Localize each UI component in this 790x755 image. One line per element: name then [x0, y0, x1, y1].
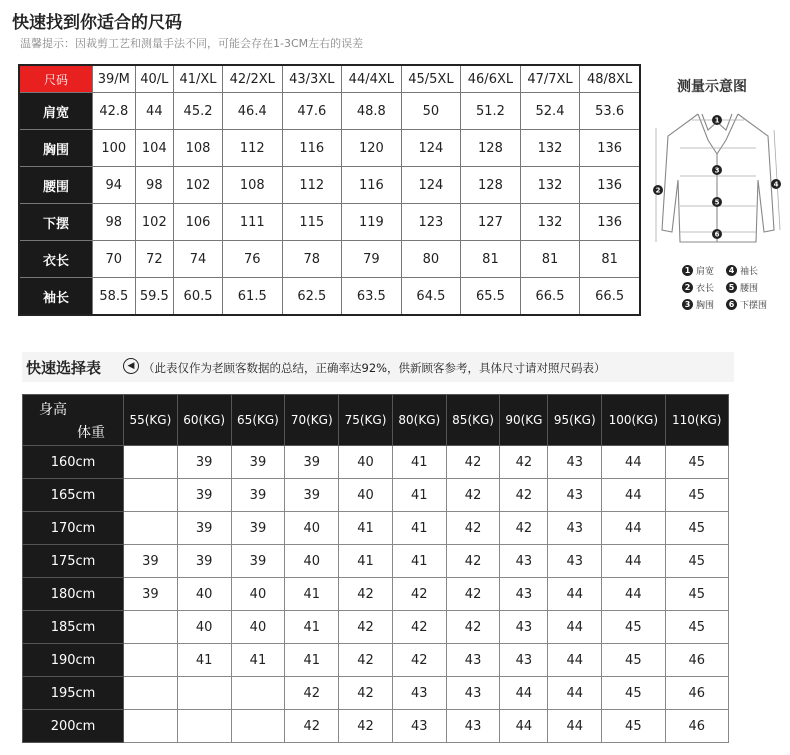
- size-suggestion-cell: 45: [665, 545, 729, 578]
- size-suggestion-cell: 46: [665, 644, 729, 677]
- legend-number-icon: 2: [682, 282, 693, 293]
- legend-number-icon: 1: [682, 265, 693, 276]
- size-cell: 94: [93, 167, 136, 204]
- size-suggestion-cell: 40: [177, 611, 231, 644]
- corner-weight-label: 体重: [77, 425, 105, 441]
- size-suggestion-cell: 43: [500, 578, 548, 611]
- size-cell: 78: [282, 241, 342, 278]
- size-cell: 74: [174, 241, 223, 278]
- size-suggestion-cell: [231, 677, 285, 710]
- legend-number-icon: 5: [726, 282, 737, 293]
- svg-text:5: 5: [714, 198, 720, 207]
- legend-item: [726, 281, 770, 294]
- size-suggestion-cell: 44: [500, 677, 548, 710]
- size-suggestion-cell: 39: [177, 446, 231, 479]
- size-suggestion-cell: 40: [231, 611, 285, 644]
- diagram-legend: [682, 262, 770, 313]
- size-suggestion-cell: 39: [231, 479, 285, 512]
- size-suggestion-cell: 41: [177, 644, 231, 677]
- quick-select-row: [23, 677, 729, 710]
- size-suggestion-cell: 39: [124, 545, 178, 578]
- size-row-label: 衣长: [19, 241, 93, 278]
- size-cell: 52.4: [520, 93, 580, 130]
- size-row: [19, 278, 640, 316]
- height-label: 170cm: [23, 512, 124, 545]
- size-suggestion-cell: 40: [339, 479, 393, 512]
- size-cell: 64.5: [401, 278, 461, 316]
- size-suggestion-cell: 45: [665, 578, 729, 611]
- size-suggestion-cell: 45: [665, 479, 729, 512]
- legend-number-icon: 3: [682, 299, 693, 310]
- size-suggestion-cell: 41: [285, 644, 339, 677]
- size-cell: 104: [135, 130, 173, 167]
- size-suggestion-cell: 42: [339, 677, 393, 710]
- size-suggestion-cell: 46: [665, 710, 729, 743]
- size-cell: 102: [174, 167, 223, 204]
- size-cell: 127: [461, 204, 521, 241]
- quick-select-row: [23, 446, 729, 479]
- size-suggestion-cell: 42: [500, 479, 548, 512]
- size-cell: 66.5: [580, 278, 640, 316]
- size-suggestion-cell: 42: [285, 677, 339, 710]
- size-suggestion-cell: [231, 710, 285, 743]
- size-suggestion-cell: 41: [231, 644, 285, 677]
- size-suggestion-cell: 44: [548, 677, 602, 710]
- size-suggestion-cell: 39: [124, 578, 178, 611]
- weight-header-cell: 75(KG): [339, 395, 393, 446]
- size-row-label: 腰围: [19, 167, 93, 204]
- size-suggestion-cell: 40: [177, 578, 231, 611]
- size-cell: 112: [282, 167, 342, 204]
- weight-header-cell: 70(KG): [285, 395, 339, 446]
- size-cell: 62.5: [282, 278, 342, 316]
- size-cell: 66.5: [520, 278, 580, 316]
- legend-label: 衣长: [696, 284, 715, 294]
- size-cell: 132: [520, 167, 580, 204]
- weight-header-cell: 100(KG): [602, 395, 665, 446]
- size-suggestion-cell: 46: [665, 677, 729, 710]
- size-cell: 50: [401, 93, 461, 130]
- size-suggestion-cell: 43: [500, 545, 548, 578]
- height-label: 195cm: [23, 677, 124, 710]
- size-header-cell: 42/2XL: [222, 65, 282, 93]
- size-cell: 80: [401, 241, 461, 278]
- size-cell: 46.4: [222, 93, 282, 130]
- size-suggestion-cell: 42: [446, 545, 500, 578]
- size-suggestion-cell: 45: [665, 611, 729, 644]
- size-header-cell: 43/3XL: [282, 65, 342, 93]
- size-cell: 108: [222, 167, 282, 204]
- size-suggestion-cell: 42: [339, 611, 393, 644]
- size-cell: 65.5: [461, 278, 521, 316]
- weight-header-cell: 110(KG): [665, 395, 729, 446]
- quick-select-row: [23, 479, 729, 512]
- size-suggestion-cell: 44: [548, 578, 602, 611]
- size-suggestion-cell: 43: [392, 677, 446, 710]
- size-suggestion-cell: 42: [446, 611, 500, 644]
- size-suggestion-cell: 44: [500, 710, 548, 743]
- size-cell: 48.8: [342, 93, 402, 130]
- size-suggestion-cell: 43: [446, 677, 500, 710]
- size-row-label: 下摆: [19, 204, 93, 241]
- quick-select-title: 快速选择表: [26, 359, 102, 377]
- size-suggestion-cell: 42: [500, 446, 548, 479]
- size-cell: 81: [580, 241, 640, 278]
- size-suggestion-cell: 42: [446, 578, 500, 611]
- back-arrow-icon[interactable]: ◀: [123, 358, 139, 374]
- svg-text:6: 6: [714, 230, 720, 239]
- size-suggestion-cell: 44: [602, 578, 665, 611]
- size-cell: 70: [93, 241, 136, 278]
- size-header-cell: 44/4XL: [342, 65, 402, 93]
- legend-label: 袖长: [740, 267, 759, 277]
- size-cell: 116: [282, 130, 342, 167]
- size-header-corner: 尺码: [19, 65, 93, 93]
- size-suggestion-cell: [124, 644, 178, 677]
- size-header-cell: 40/L: [135, 65, 173, 93]
- quick-select-note: （此表仅作为老顾客数据的总结，正确率达92%，供新顾客参考，具体尺寸请对照尺码表）: [143, 361, 606, 375]
- size-suggestion-cell: 42: [446, 512, 500, 545]
- svg-text:4: 4: [773, 180, 779, 189]
- weight-header-cell: 85(KG): [446, 395, 500, 446]
- size-row-label: 胸围: [19, 130, 93, 167]
- size-suggestion-cell: 41: [339, 512, 393, 545]
- legend-row: [682, 296, 770, 313]
- legend-item: [682, 264, 726, 277]
- size-suggestion-cell: [177, 677, 231, 710]
- size-cell: 136: [580, 130, 640, 167]
- size-header-cell: 45/5XL: [401, 65, 461, 93]
- size-row: [19, 130, 640, 167]
- size-cell: 111: [222, 204, 282, 241]
- size-row-label: 袖长: [19, 278, 93, 316]
- legend-label: 胸围: [696, 301, 715, 311]
- size-suggestion-cell: 39: [231, 512, 285, 545]
- quick-select-row: [23, 545, 729, 578]
- size-cell: 98: [135, 167, 173, 204]
- legend-item: [682, 298, 726, 311]
- size-suggestion-cell: 42: [285, 710, 339, 743]
- size-row: [19, 93, 640, 130]
- size-cell: 42.8: [93, 93, 136, 130]
- size-suggestion-cell: 42: [500, 512, 548, 545]
- size-cell: 102: [135, 204, 173, 241]
- legend-number-icon: 4: [726, 265, 737, 276]
- size-suggestion-cell: 41: [285, 578, 339, 611]
- size-suggestion-cell: 42: [392, 611, 446, 644]
- size-suggestion-cell: 43: [548, 446, 602, 479]
- size-cell: 128: [461, 167, 521, 204]
- size-cell: 115: [282, 204, 342, 241]
- size-suggestion-cell: 45: [602, 644, 665, 677]
- measurement-tip: 温馨提示：因裁剪工艺和测量手法不同，可能会存在1-3CM左右的误差: [20, 37, 364, 50]
- quick-select-corner: [23, 395, 124, 446]
- size-header-cell: 39/M: [93, 65, 136, 93]
- size-suggestion-cell: 45: [602, 677, 665, 710]
- size-suggestion-cell: [124, 446, 178, 479]
- size-suggestion-cell: 39: [231, 446, 285, 479]
- legend-item: [726, 264, 770, 277]
- size-cell: 120: [342, 130, 402, 167]
- height-label: 180cm: [23, 578, 124, 611]
- size-header-cell: 47/7XL: [520, 65, 580, 93]
- size-suggestion-cell: 44: [548, 611, 602, 644]
- size-suggestion-cell: 41: [392, 512, 446, 545]
- size-cell: 59.5: [135, 278, 173, 316]
- size-chart-table: [18, 64, 641, 316]
- legend-label: 下摆围: [740, 301, 768, 311]
- legend-row: [682, 279, 770, 296]
- legend-row: [682, 262, 770, 279]
- corner-height-label: 身高: [39, 402, 67, 418]
- size-suggestion-cell: 41: [392, 545, 446, 578]
- size-suggestion-cell: 43: [392, 710, 446, 743]
- size-suggestion-cell: 42: [392, 644, 446, 677]
- size-suggestion-cell: 39: [177, 545, 231, 578]
- svg-text:2: 2: [655, 186, 661, 195]
- size-suggestion-cell: [124, 512, 178, 545]
- size-suggestion-cell: [124, 677, 178, 710]
- svg-text:1: 1: [714, 116, 720, 125]
- size-suggestion-cell: 43: [446, 644, 500, 677]
- weight-header-cell: 95(KG): [548, 395, 602, 446]
- size-header-cell: 48/8XL: [580, 65, 640, 93]
- size-suggestion-cell: 42: [392, 578, 446, 611]
- size-row: [19, 167, 640, 204]
- size-cell: 132: [520, 130, 580, 167]
- legend-label: 肩宽: [696, 267, 715, 277]
- size-suggestion-cell: 40: [285, 545, 339, 578]
- size-suggestion-cell: 43: [548, 479, 602, 512]
- size-cell: 58.5: [93, 278, 136, 316]
- size-cell: 136: [580, 167, 640, 204]
- size-cell: 124: [401, 130, 461, 167]
- size-suggestion-cell: 40: [231, 578, 285, 611]
- weight-header-cell: 80(KG): [392, 395, 446, 446]
- legend-item: [726, 298, 770, 311]
- size-suggestion-cell: 39: [177, 512, 231, 545]
- size-cell: 108: [174, 130, 223, 167]
- quick-select-row: [23, 512, 729, 545]
- size-suggestion-cell: 44: [602, 512, 665, 545]
- size-cell: 124: [401, 167, 461, 204]
- size-cell: 79: [342, 241, 402, 278]
- size-cell: 60.5: [174, 278, 223, 316]
- legend-label: 腰围: [740, 284, 759, 294]
- legend-item: [682, 281, 726, 294]
- size-header-cell: 41/XL: [174, 65, 223, 93]
- size-suggestion-cell: 41: [339, 545, 393, 578]
- size-suggestion-cell: 44: [548, 710, 602, 743]
- size-cell: 51.2: [461, 93, 521, 130]
- size-suggestion-cell: [177, 710, 231, 743]
- legend-number-icon: 6: [726, 299, 737, 310]
- size-cell: 98: [93, 204, 136, 241]
- jacket-outline-icon: [662, 114, 774, 242]
- size-cell: 81: [461, 241, 521, 278]
- size-cell: 119: [342, 204, 402, 241]
- size-suggestion-cell: 42: [446, 446, 500, 479]
- quick-select-row: [23, 710, 729, 743]
- quick-select-row: [23, 644, 729, 677]
- size-cell: 112: [222, 130, 282, 167]
- size-suggestion-cell: 39: [285, 446, 339, 479]
- weight-header-cell: 65(KG): [231, 395, 285, 446]
- size-suggestion-cell: [124, 611, 178, 644]
- size-suggestion-cell: [124, 479, 178, 512]
- page-title: 快速找到你适合的尺码: [12, 13, 182, 33]
- svg-text:3: 3: [714, 166, 720, 175]
- quick-select-row: [23, 578, 729, 611]
- size-suggestion-cell: 40: [285, 512, 339, 545]
- weight-header-cell: 55(KG): [124, 395, 178, 446]
- size-suggestion-cell: 45: [602, 710, 665, 743]
- height-label: 160cm: [23, 446, 124, 479]
- size-suggestion-cell: 40: [339, 446, 393, 479]
- size-cell: 136: [580, 204, 640, 241]
- size-suggestion-cell: 43: [548, 512, 602, 545]
- size-cell: 63.5: [342, 278, 402, 316]
- size-suggestion-cell: 39: [177, 479, 231, 512]
- size-suggestion-cell: 45: [665, 512, 729, 545]
- size-cell: 61.5: [222, 278, 282, 316]
- size-cell: 72: [135, 241, 173, 278]
- size-cell: 123: [401, 204, 461, 241]
- height-label: 200cm: [23, 710, 124, 743]
- size-cell: 81: [520, 241, 580, 278]
- height-label: 190cm: [23, 644, 124, 677]
- size-suggestion-cell: 45: [665, 446, 729, 479]
- size-suggestion-cell: 44: [602, 446, 665, 479]
- height-label: 165cm: [23, 479, 124, 512]
- size-suggestion-cell: 39: [231, 545, 285, 578]
- size-row-label: 肩宽: [19, 93, 93, 130]
- size-cell: 76: [222, 241, 282, 278]
- size-cell: 45.2: [174, 93, 223, 130]
- height-label: 175cm: [23, 545, 124, 578]
- size-suggestion-cell: 45: [602, 611, 665, 644]
- size-suggestion-cell: 42: [339, 578, 393, 611]
- size-suggestion-cell: 41: [392, 479, 446, 512]
- size-suggestion-cell: 42: [446, 479, 500, 512]
- size-cell: 116: [342, 167, 402, 204]
- size-suggestion-cell: 44: [602, 545, 665, 578]
- size-cell: 44: [135, 93, 173, 130]
- size-cell: 53.6: [580, 93, 640, 130]
- quick-select-table: [22, 394, 729, 743]
- diagram-title: 测量示意图: [677, 79, 747, 95]
- size-suggestion-cell: 41: [285, 611, 339, 644]
- size-suggestion-cell: 44: [548, 644, 602, 677]
- size-cell: 128: [461, 130, 521, 167]
- size-suggestion-cell: 43: [500, 611, 548, 644]
- size-suggestion-cell: 43: [500, 644, 548, 677]
- size-suggestion-cell: 42: [339, 644, 393, 677]
- size-cell: 132: [520, 204, 580, 241]
- size-cell: 106: [174, 204, 223, 241]
- size-suggestion-cell: 43: [446, 710, 500, 743]
- size-cell: 100: [93, 130, 136, 167]
- jacket-measurement-diagram: [650, 100, 785, 260]
- size-cell: 47.6: [282, 93, 342, 130]
- size-suggestion-cell: 42: [339, 710, 393, 743]
- size-header-cell: 46/6XL: [461, 65, 521, 93]
- quick-select-row: [23, 611, 729, 644]
- size-suggestion-cell: 43: [548, 545, 602, 578]
- size-row: [19, 241, 640, 278]
- size-suggestion-cell: 44: [602, 479, 665, 512]
- weight-header-cell: 60(KG): [177, 395, 231, 446]
- size-suggestion-cell: [124, 710, 178, 743]
- size-suggestion-cell: 39: [285, 479, 339, 512]
- weight-header-cell: 90(KG: [500, 395, 548, 446]
- size-row: [19, 204, 640, 241]
- size-suggestion-cell: 41: [392, 446, 446, 479]
- height-label: 185cm: [23, 611, 124, 644]
